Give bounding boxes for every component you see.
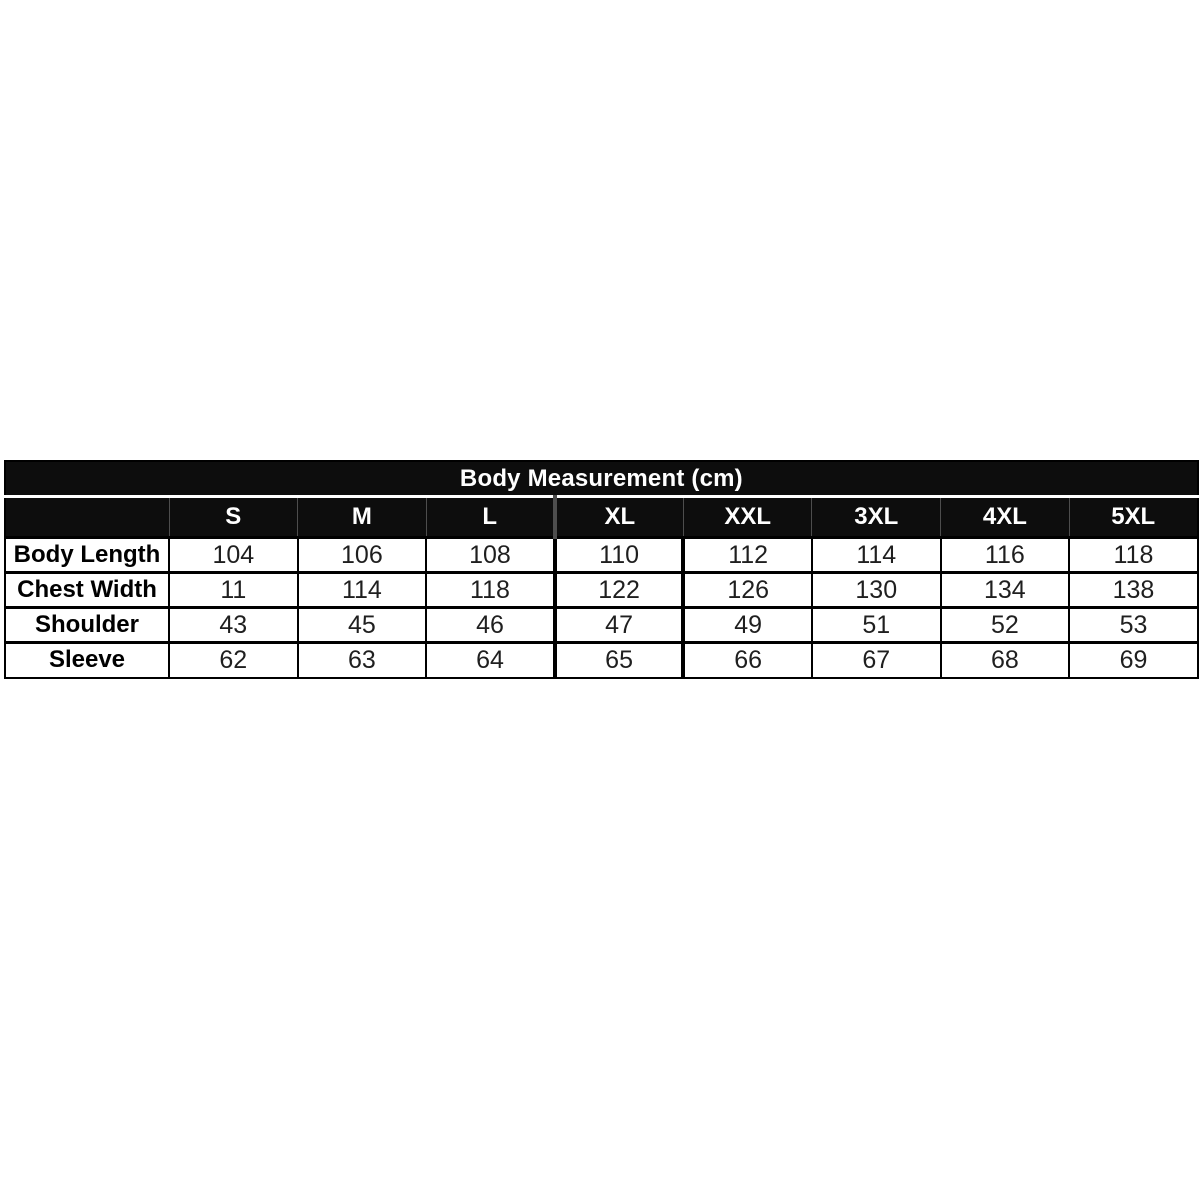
measurement-cell: 112 xyxy=(683,538,812,573)
measurement-cell: 118 xyxy=(426,573,555,608)
size-column-header-m: M xyxy=(298,497,427,538)
table-title: Body Measurement (cm) xyxy=(5,461,1198,497)
measurement-cell: 51 xyxy=(812,608,941,643)
measurement-row-label: Sleeve xyxy=(5,643,169,678)
measurement-cell: 130 xyxy=(812,573,941,608)
measurement-cell: 114 xyxy=(812,538,941,573)
size-column-header-xxl: XXL xyxy=(683,497,812,538)
size-column-header-xl: XL xyxy=(555,497,684,538)
measurement-cell: 69 xyxy=(1069,643,1198,678)
measurement-row-label: Shoulder xyxy=(5,608,169,643)
table-row xyxy=(5,608,1198,643)
measurement-cell: 63 xyxy=(298,643,427,678)
measurement-cell: 11 xyxy=(169,573,298,608)
size-column-header-s: S xyxy=(169,497,298,538)
body-measurement-table xyxy=(4,460,1199,679)
measurement-row-label: Body Length xyxy=(5,538,169,573)
measurement-cell: 53 xyxy=(1069,608,1198,643)
measurement-row-label: Chest Width xyxy=(5,573,169,608)
table-title-row xyxy=(5,461,1198,497)
corner-cell xyxy=(5,497,169,538)
table-row xyxy=(5,538,1198,573)
measurement-cell: 52 xyxy=(941,608,1070,643)
size-column-header-l: L xyxy=(426,497,555,538)
table-row xyxy=(5,643,1198,678)
measurement-cell: 122 xyxy=(555,573,684,608)
size-column-header-5xl: 5XL xyxy=(1069,497,1198,538)
measurement-cell: 45 xyxy=(298,608,427,643)
size-column-header-3xl: 3XL xyxy=(812,497,941,538)
measurement-cell: 67 xyxy=(812,643,941,678)
measurement-cell: 47 xyxy=(555,608,684,643)
measurement-cell: 118 xyxy=(1069,538,1198,573)
size-header-row xyxy=(5,497,1198,538)
measurement-cell: 46 xyxy=(426,608,555,643)
measurement-cell: 68 xyxy=(941,643,1070,678)
measurement-cell: 64 xyxy=(426,643,555,678)
measurement-cell: 114 xyxy=(298,573,427,608)
measurement-cell: 126 xyxy=(683,573,812,608)
size-column-header-4xl: 4XL xyxy=(941,497,1070,538)
measurement-cell: 62 xyxy=(169,643,298,678)
measurement-cell: 65 xyxy=(555,643,684,678)
measurement-cell: 138 xyxy=(1069,573,1198,608)
measurement-cell: 134 xyxy=(941,573,1070,608)
measurement-cell: 106 xyxy=(298,538,427,573)
table-row xyxy=(5,573,1198,608)
measurement-cell: 110 xyxy=(555,538,684,573)
measurement-cell: 116 xyxy=(941,538,1070,573)
measurement-cell: 104 xyxy=(169,538,298,573)
measurement-cell: 108 xyxy=(426,538,555,573)
measurement-cell: 49 xyxy=(683,608,812,643)
measurement-cell: 43 xyxy=(169,608,298,643)
measurement-cell: 66 xyxy=(683,643,812,678)
